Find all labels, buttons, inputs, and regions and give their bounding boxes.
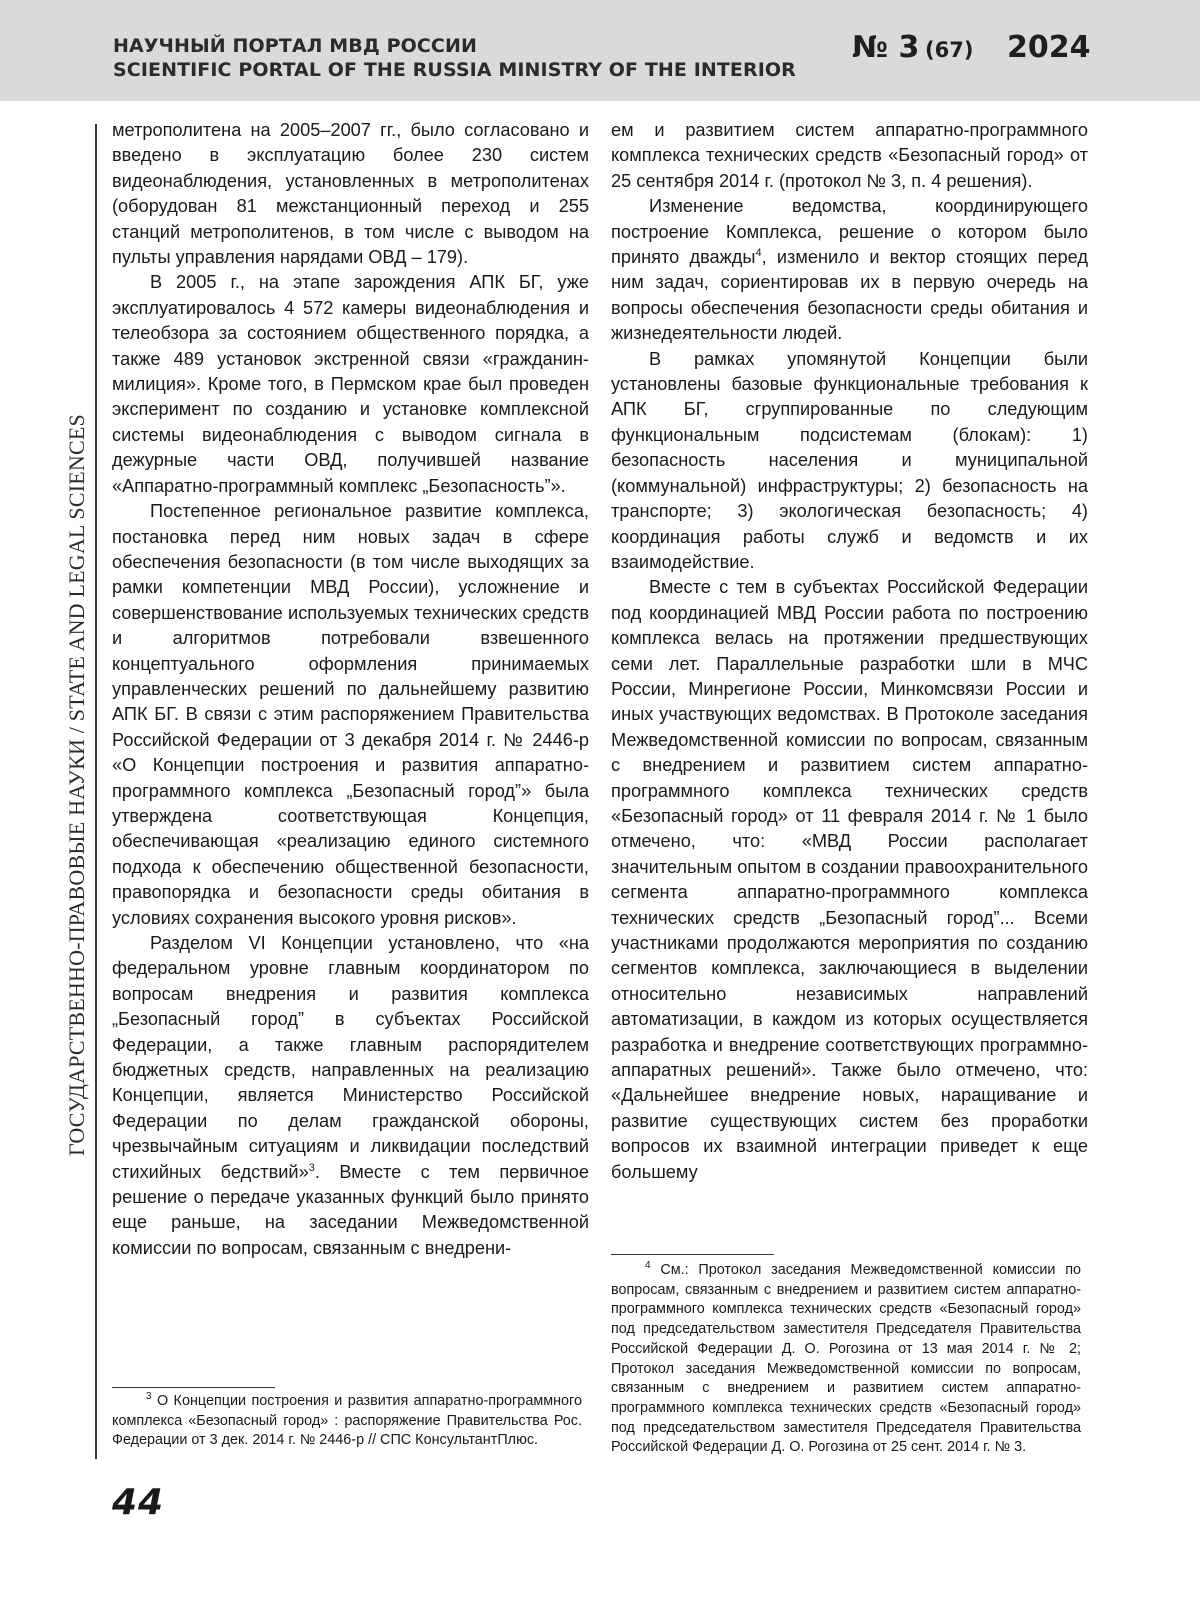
journal-title-ru: НАУЧНЫЙ ПОРТАЛ МВД РОССИИ <box>113 35 477 57</box>
issue-total-number: (67) <box>925 38 974 62</box>
left-paragraph-1: метрополитена на 2005–2007 гг., было согласовано и введено в эксплуатацию более 230 систем видеонаблюдения, установленных в метрополитенах (оборудован 81 межстанционный переход и 255 станций метрополитенов, в том числе с выводом на пульты управления нарядами ОВД – 179). <box>112 120 589 268</box>
left-paragraph-4-text: Разделом VI Концепции установлено, что «на федеральном уровне главным координатором по вопросам внедрения и развития комплекса „Безопасный город” в субъектах Российской Федерации, а также главным распорядителем бюджетных средств, направленных на реализацию Концепции, является Министерство Российской Федерации по делам гражданской обороны, чрезвычайным ситуациям и ликвидации последствий стихийных бедствий» <box>112 933 589 1182</box>
left-paragraph-2: В 2005 г., на этапе зарождения АПК БГ, уже эксплуатировалось 4 572 камеры видеонаблюдения и телеобзора за состоянием общественного порядка, а также 489 установок экстренной связи «гражданин-милиция». Кроме того, в Пермском крае был проведен эксперимент по созданию и установке комплексной системы видеонаблюдения с выводом сигнала в дежурные части ОВД, получившей название «Аппаратно-программный комплекс „Безопасность”». <box>112 272 589 496</box>
issue-info <box>852 30 1091 65</box>
issue-year: 2024 <box>1007 30 1091 65</box>
left-paragraph-3: Постепенное региональное развитие комплекса, постановка перед ним новых задач в сфере обеспечения безопасности (в том числе выходящих за рамки компетенции МВД России), усложнение и совершенствование используемых технических средств и алгоритмов потребовали взвешенного концептуального оформления принимаемых управленческих решений по дальнейшему развитию АПК БГ. В связи с этим распоряжением Правительства Российской Федерации от 3 декабря 2014 г. № 2446-р «О Концепции построения и развития аппаратно-программного комплекса „Безопасный город”» была утверждена соответствующая Концепция, обеспечивающая «реализацию единого системного подхода к обеспечению общественной безопасности, правопорядка и безопасности среды обитания в условиях сохранения высокого уровня рисков». <box>112 501 589 928</box>
footnote-3-marker: 3 <box>146 1391 152 1403</box>
right-paragraph-4: Вместе с тем в субъектах Российской Федерации под координацией МВД России работа по построению комплекса велась на протяжении предшествующих семи лет. Параллельные разработки шли в МЧС России, Минрегионе России, Минкомсвязи России и иных участвующих ведомствах. В Протоколе заседания Межведомственной комиссии по вопросам, связанным с внедрением и развитием систем аппаратно-программного комплекса технических средств «Безопасный город» от 11 февраля 2014 г. № 1 было отмечено, что: «МВД России располагает значительным опытом в создании правоохранительного сегмента аппаратно-программного комплекса технических средств „Безопасный город”... Всеми участниками продолжаются мероприятия по созданию сегментов комплекса, заключающиеся в выделении относительно независимых направлений автоматизации, в каждом из которых осуществляется разработка и внедрение соответствующих программно-аппаратных решений». Также было отмечено, что: «Дальнейшее внедрение новых, наращивание и развитие существующих систем без проработки вопросов их взаимной интеграции приведет к еще большему <box>611 577 1088 1182</box>
right-paragraph-2-text: Изменение ведомства, координирующего построение Комплекса, решение о котором было принято дважды <box>611 196 1088 268</box>
issue-number: № 3 <box>852 30 920 65</box>
left-paragraph-4-tail: . Вместе с тем первичное решение о передаче указанных функций было принято еще раньше, на заседании Межведомственной комиссии по вопросам, связанным с внедрени- <box>112 1161 589 1258</box>
footnote-4-marker: 4 <box>645 1260 651 1272</box>
page-number: 44 <box>112 1482 165 1523</box>
footnote-ref-3: 3 <box>308 1161 315 1174</box>
journal-header <box>0 0 1200 101</box>
side-divider <box>95 124 97 1459</box>
left-paragraph-4 <box>112 931 589 1261</box>
footnote-4-text: См.: Протокол заседания Межведомственной комиссии по вопросам, связанным с внедрением и развитием систем аппаратно-программного комплекса технических средств «Безопасный город» под председательством заместителя Председателя Правительства Российской Федерации Д. О. Рогозина от 13 мая 2014 г. № 2; Протокол заседания Межведомственной комиссии по вопросам, связанным с внедрением и развитием систем аппаратно-программного комплекса технических средств «Безопасный город» под председательством заместителя Председателя Правительства Российской Федерации Д. О. Рогозина от 25 сент. 2014 г. № 3. <box>611 1262 1081 1456</box>
left-column <box>112 118 589 1261</box>
footnote-rule-right <box>611 1254 774 1255</box>
right-paragraph-2-tail: , изменило и вектор стоящих перед ним задач, сориентировав их в первую очередь на вопросы обеспечения безопасности среды обитания и жизнедеятельности людей. <box>611 247 1088 344</box>
footnote-4 <box>611 1261 1081 1458</box>
right-paragraph-2 <box>611 194 1088 346</box>
footnote-3-text: О Концепции построения и развития аппаратно-программного комплекса «Безопасный город» : распоряжение Правительства Рос. Федерации от 3 дек. 2014 г. № 2446-р // СПС КонсультантПлюс. <box>112 1393 582 1449</box>
section-label-wrap <box>58 122 96 1447</box>
footnote-rule-left <box>112 1387 275 1388</box>
footnote-3 <box>112 1392 582 1451</box>
journal-title-en: SCIENTIFIC PORTAL OF THE RUSSIA MINISTRY OF THE INTERIOR <box>113 59 796 81</box>
section-label: ГОСУДАРСТВЕННО-ПРАВОВЫЕ НАУКИ / STATE AND LEGAL SCIENCES <box>64 413 89 1156</box>
right-paragraph-3: В рамках упомянутой Концепции были установлены базовые функциональные требования к АПК БГ, сгруппированные по следующим функциональным подсистемам (блокам): 1) безопасность населения и муниципальной (коммунальной) инфраструктуры; 2) безопасность на транспорте; 3) экологическая безопасность; 4) координация работы служб и ведомств и их взаимодействие. <box>611 348 1088 572</box>
right-paragraph-1: ем и развитием систем аппаратно-программного комплекса технических средств «Безопасный город» от 25 сентября 2014 г. (протокол № 3, п. 4 решения). <box>611 120 1088 191</box>
right-column <box>611 118 1088 1185</box>
footnote-ref-4: 4 <box>755 246 762 259</box>
